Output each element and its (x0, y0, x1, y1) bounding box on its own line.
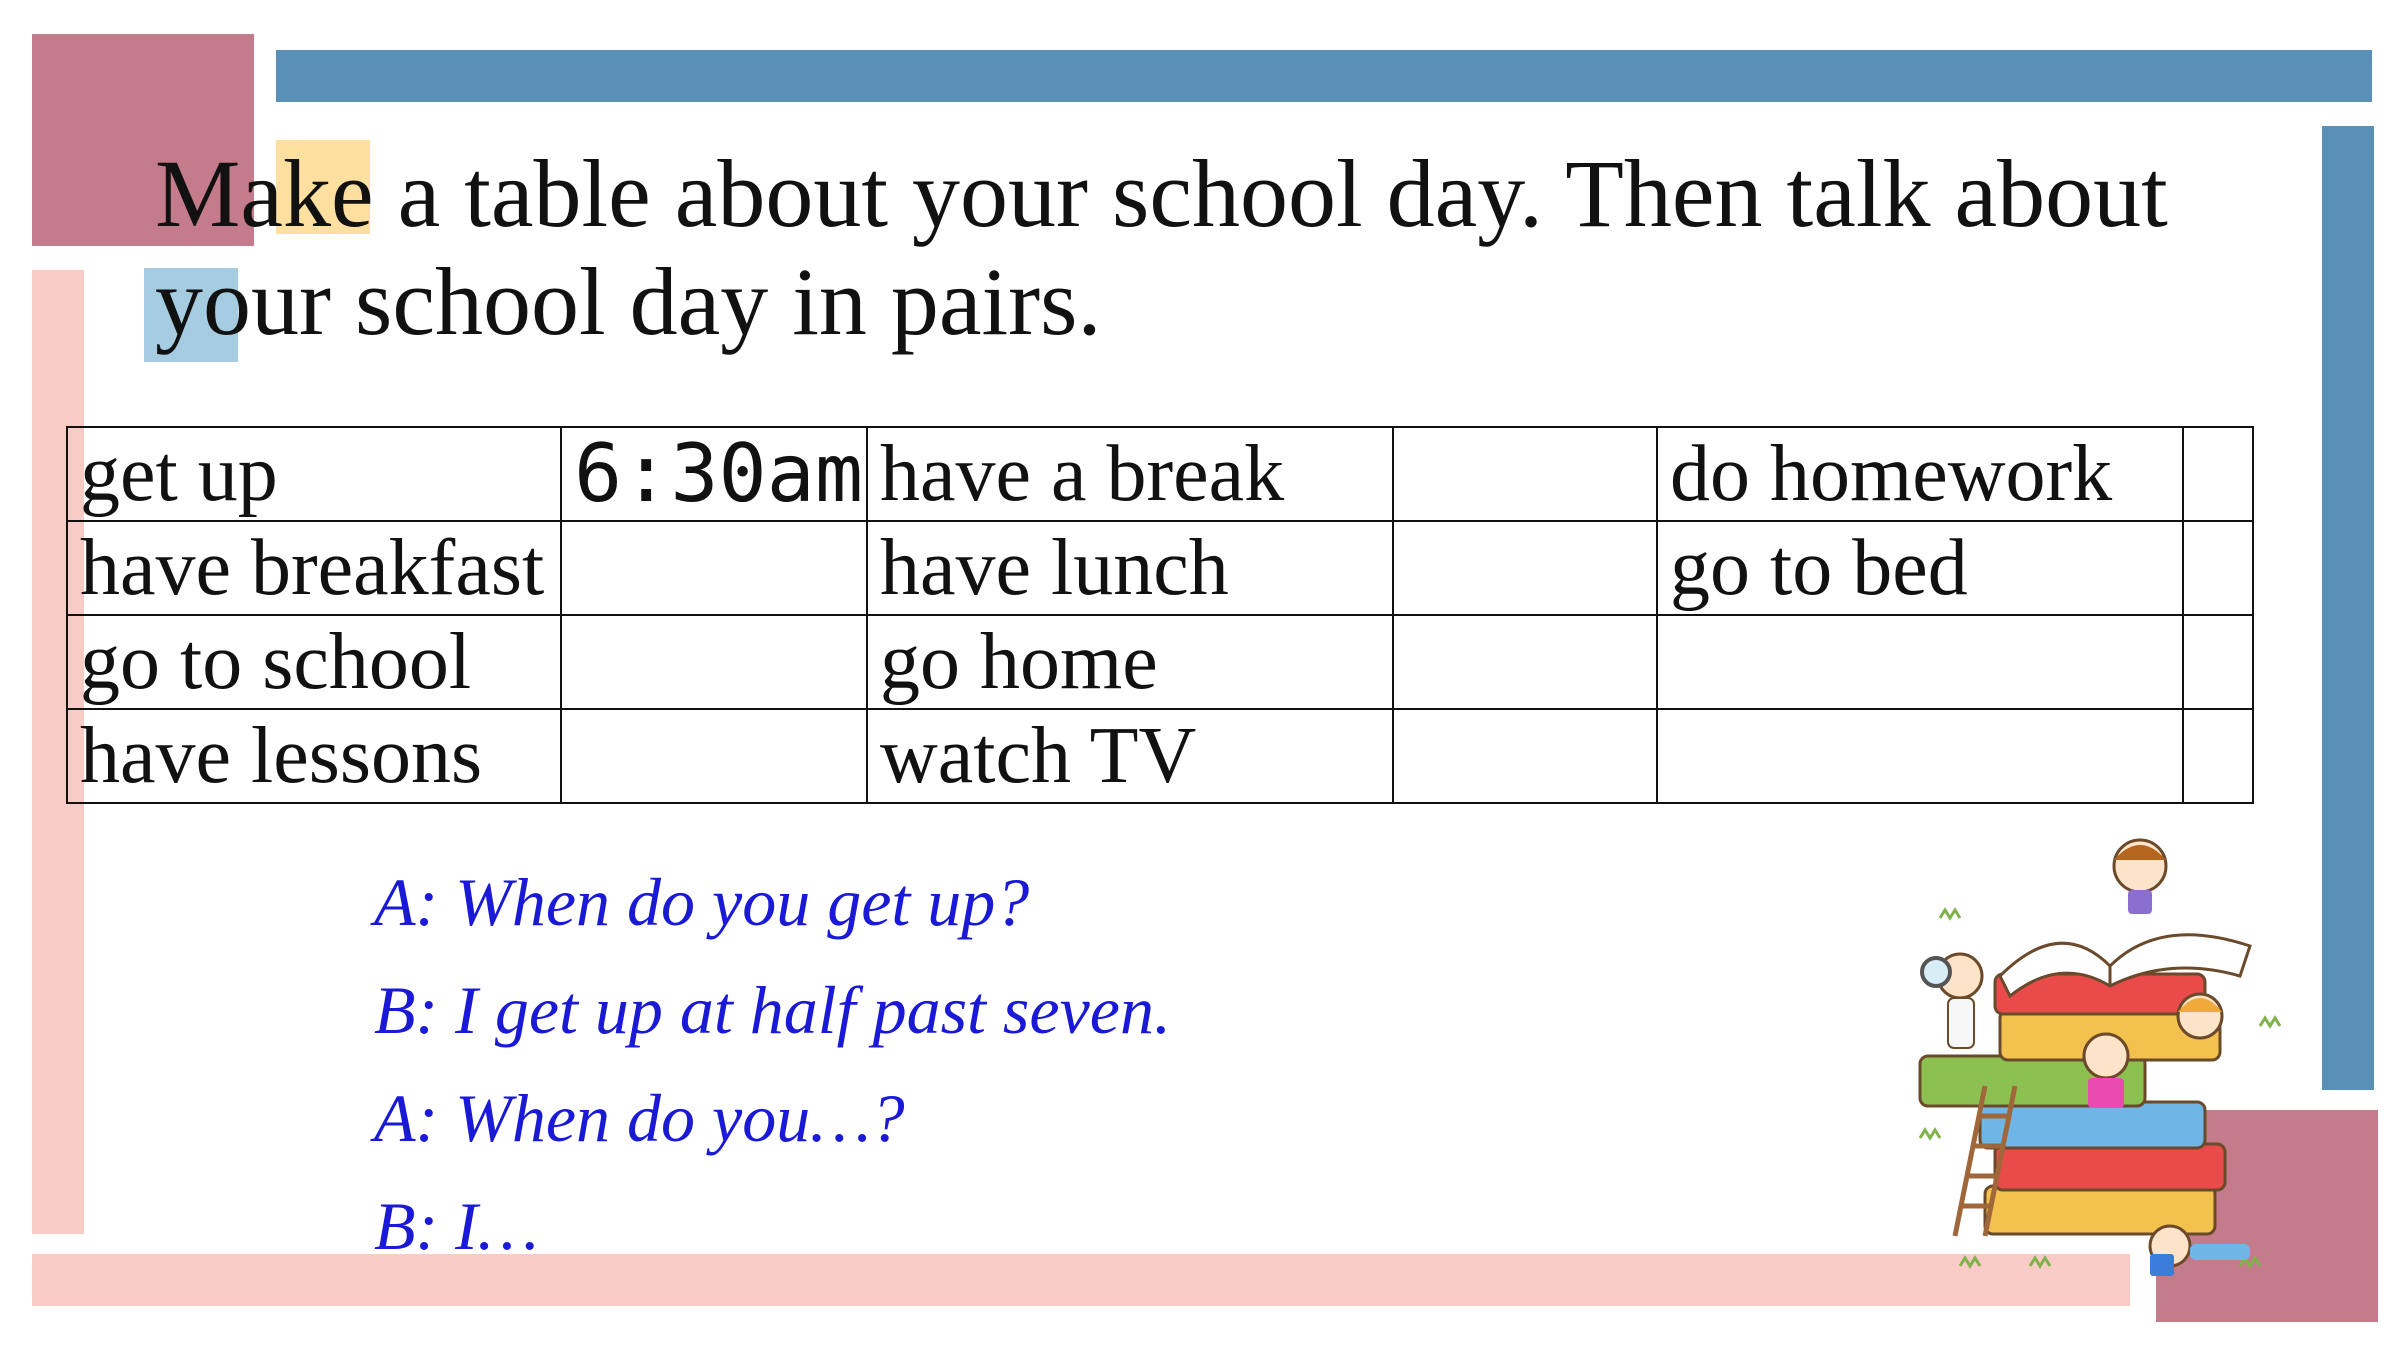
activity-cell (1657, 709, 2183, 803)
activity-cell: do homework (1657, 427, 2183, 521)
activity-cell: have lunch (867, 521, 1393, 615)
time-cell (2183, 615, 2253, 709)
activity-cell: go to bed (1657, 521, 2183, 615)
time-cell (561, 615, 867, 709)
children-reading-books-illustration (1900, 826, 2300, 1296)
dialogue-line: A: When do you get up? (374, 864, 1030, 940)
time-cell (1393, 709, 1657, 803)
school-day-table (66, 426, 2254, 804)
activity-cell: have lessons (67, 709, 561, 803)
activity-cell: have a break (867, 427, 1393, 521)
dialogue-line: A: When do you…? (374, 1080, 905, 1156)
activity-cell: go home (867, 615, 1393, 709)
instruction-text: Make a table about your school day. Then talk about your school day in pairs. (155, 140, 2168, 355)
activity-cell: go to school (67, 615, 561, 709)
time-cell (1393, 427, 1657, 521)
table-row (67, 521, 2253, 615)
activity-cell (1657, 615, 2183, 709)
table-row (67, 709, 2253, 803)
dialogue-line: B: I… (374, 1188, 539, 1264)
dialogue-line: B: I get up at half past seven. (374, 972, 1171, 1048)
table-row (67, 427, 2253, 521)
activity-cell: get up (67, 427, 561, 521)
time-cell: 6:30am (561, 427, 867, 521)
time-cell (2183, 709, 2253, 803)
activity-cell: watch TV (867, 709, 1393, 803)
activity-cell: have breakfast (67, 521, 561, 615)
right-blue-bar (2322, 126, 2374, 1090)
time-cell (1393, 521, 1657, 615)
top-blue-bar (276, 50, 2372, 102)
table-row (67, 615, 2253, 709)
time-cell (561, 521, 867, 615)
time-cell (1393, 615, 1657, 709)
time-cell (2183, 427, 2253, 521)
time-cell (2183, 521, 2253, 615)
dialogue-example (374, 848, 1171, 1280)
time-cell (561, 709, 867, 803)
